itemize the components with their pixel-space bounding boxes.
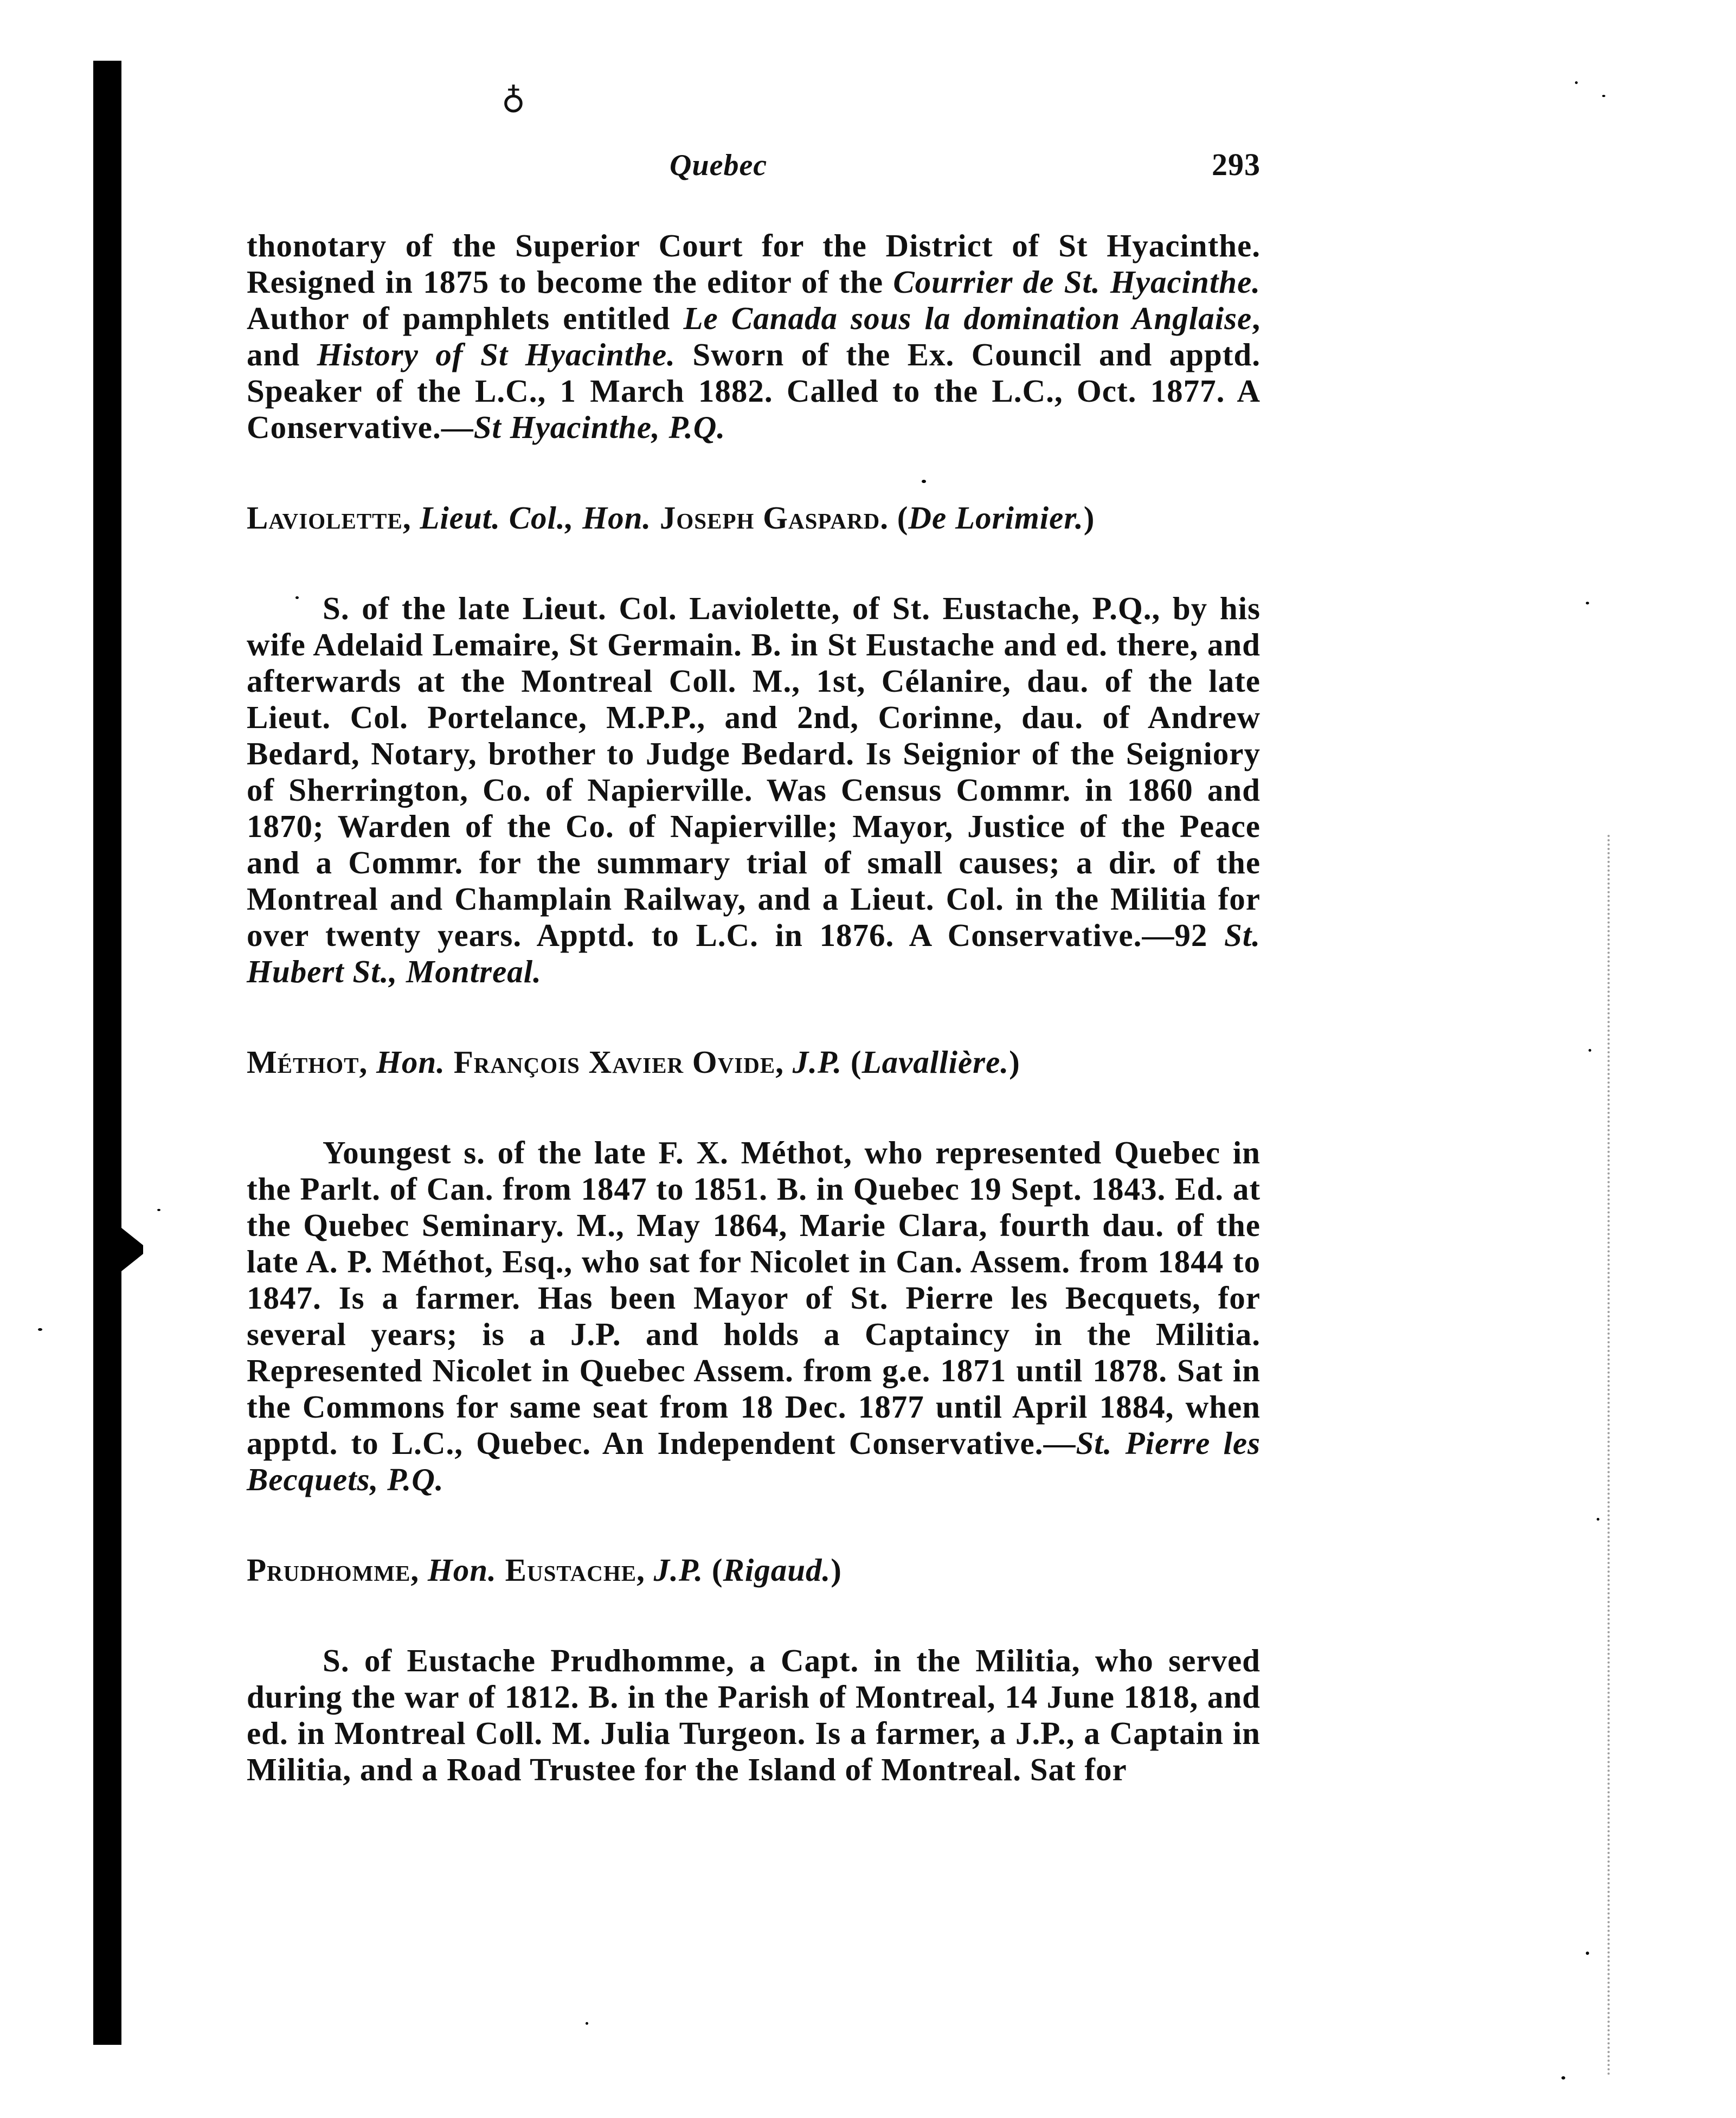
text-run: ( bbox=[703, 1552, 723, 1588]
small-caps-run: François Xavier Ovide, bbox=[453, 1044, 784, 1080]
text-run bbox=[412, 500, 420, 536]
scan-speck bbox=[922, 480, 926, 483]
italic-run: Le Canada sous la domination Anglaise bbox=[683, 300, 1252, 336]
scan-speck bbox=[586, 2022, 588, 2025]
scan-speck bbox=[1586, 602, 1589, 604]
text-run bbox=[645, 1552, 654, 1588]
scan-speck bbox=[1602, 95, 1605, 97]
margin-speckles bbox=[1608, 835, 1615, 2076]
small-caps-run: Laviolette, bbox=[247, 500, 412, 536]
page-number: 293 bbox=[1212, 147, 1261, 182]
small-caps-run: Eustache, bbox=[505, 1552, 645, 1588]
block-gap bbox=[247, 1080, 1261, 1135]
block-gap bbox=[247, 990, 1261, 1044]
entry-paragraph bbox=[247, 228, 1261, 446]
small-caps-run: Joseph Gaspard. bbox=[659, 500, 889, 536]
italic-run: Lieut. Col., Hon. bbox=[420, 500, 652, 536]
block-gap bbox=[247, 1498, 1261, 1552]
binding-notch bbox=[121, 1228, 143, 1271]
scan-speck bbox=[1597, 1518, 1599, 1521]
page-body bbox=[247, 146, 1261, 1788]
small-caps-run: Méthot, bbox=[247, 1044, 368, 1080]
text-run: ( bbox=[842, 1044, 862, 1080]
small-caps-run: Prudhomme, bbox=[247, 1552, 420, 1588]
italic-run: Hon. bbox=[427, 1552, 497, 1588]
italic-run: St. Pierre les Becquets, P.Q. bbox=[247, 1425, 1261, 1497]
text-run: , and bbox=[247, 300, 1261, 372]
block-gap bbox=[247, 1588, 1261, 1643]
text-run bbox=[497, 1552, 505, 1588]
text-run: ( bbox=[889, 500, 909, 536]
text-run: Author of pamphlets entitled bbox=[247, 300, 684, 336]
italic-run: J.P. bbox=[792, 1044, 843, 1080]
entry-heading bbox=[247, 500, 1261, 536]
scan-speck bbox=[1561, 2076, 1565, 2080]
entry-paragraph bbox=[247, 1135, 1261, 1498]
binding-edge bbox=[93, 61, 121, 2045]
block-gap bbox=[247, 446, 1261, 500]
scan-speck bbox=[295, 596, 299, 599]
entries bbox=[247, 228, 1261, 1788]
block-gap bbox=[247, 536, 1261, 590]
text-run: ) bbox=[831, 1552, 842, 1588]
text-run: Youngest s. of the late F. X. Méthot, who represented Quebec in the Parlt. of Can. from 1847 to 1851. B. in Quebec 19 Sept. 1843. Ed. at the Quebec Seminary. M., May 1864, Marie Clara, fourth dau. of the late A. P. Méthot, Esq., who sat for Nicolet in Can. Assem. from 1844 to 1847. Is a farmer. Has been Mayor of St. Pierre les Becquets, for several years; is a J.P. and holds a Captaincy in the Militia. Represented Nicolet in Quebec Assem. from g.e. 1871 until 1878. Sat in the Commons for same seat from 18 Dec. 1877 until April 1884, when apptd. to L.C., Quebec. An Independent Conservative.— bbox=[247, 1135, 1261, 1461]
italic-run: J.P. bbox=[653, 1552, 704, 1588]
entry-heading bbox=[247, 1044, 1261, 1080]
ornament-mark: ♁ bbox=[501, 80, 525, 115]
text-run: thonotary of the Superior Court for the District of St Hyacinthe. Resigned in 1875 to become the editor of the bbox=[247, 228, 1261, 300]
scan-speck bbox=[1575, 81, 1578, 84]
entry-paragraph bbox=[247, 1643, 1261, 1788]
italic-run: Courrier de St. Hyacinthe. bbox=[893, 264, 1261, 300]
text-run: ) bbox=[1009, 1044, 1020, 1080]
text-run: Sworn of the Ex. Council and apptd. Speaker of the L.C., 1 March 1882. Called to the L.C., Oct. 1877. A Conservative.— bbox=[247, 337, 1261, 445]
scan-speck bbox=[1586, 1952, 1589, 1955]
italic-run: Rigaud. bbox=[723, 1552, 831, 1588]
scan-speck bbox=[1589, 1049, 1591, 1052]
running-head: Quebec bbox=[670, 149, 768, 182]
scan-speck bbox=[38, 1328, 42, 1331]
scan-speck bbox=[157, 1209, 160, 1211]
italic-run: De Lorimier. bbox=[908, 500, 1084, 536]
text-run bbox=[651, 500, 660, 536]
italic-run: St Hyacinthe, P.Q. bbox=[473, 409, 726, 445]
text-run bbox=[419, 1552, 428, 1588]
text-run: ) bbox=[1083, 500, 1095, 536]
text-run bbox=[784, 1044, 793, 1080]
text-run bbox=[368, 1044, 376, 1080]
italic-run: Lavallière. bbox=[861, 1044, 1010, 1080]
text-run bbox=[445, 1044, 454, 1080]
text-run: S. of Eustache Prudhomme, a Capt. in the Militia, who served during the war of 1812. B. in the Parish of Montreal, 14 June 1818, and ed. in Montreal Coll. M. Julia Turgeon. Is a farmer, a J.P., a Captain in Militia, and a Road Trustee for the Island of Montreal. Sat for bbox=[247, 1643, 1261, 1787]
italic-run: St. Hubert St., Montreal. bbox=[247, 917, 1261, 989]
italic-run: Hon. bbox=[376, 1044, 445, 1080]
page-header bbox=[247, 146, 1261, 195]
entry-heading bbox=[247, 1552, 1261, 1588]
text-run: S. of the late Lieut. Col. Laviolette, of St. Eustache, P.Q., by his wife Adelaid Lemaire, St Germain. B. in St Eustache and ed. there, and afterwards at the Montreal Coll. M., 1st, Célanire, dau. of the late Lieut. Col. Portelance, M.P.P., and 2nd, Corinne, dau. of Andrew Bedard, Notary, brother to Judge Bedard. Is Seignior of the Seigniory of Sherrington, Co. of Napierville. Was Census Commr. in 1860 and 1870; Warden of the Co. of Napierville; Mayor, Justice of the Peace and a Commr. for the summary trial of small causes; a dir. of the Montreal and Champlain Railway, and a Lieut. Col. in the Militia for over twenty years. Apptd. to L.C. in 1876. A Conservative.—92 bbox=[247, 590, 1261, 953]
italic-run: History of St Hyacinthe. bbox=[317, 337, 676, 372]
entry-paragraph bbox=[247, 590, 1261, 990]
